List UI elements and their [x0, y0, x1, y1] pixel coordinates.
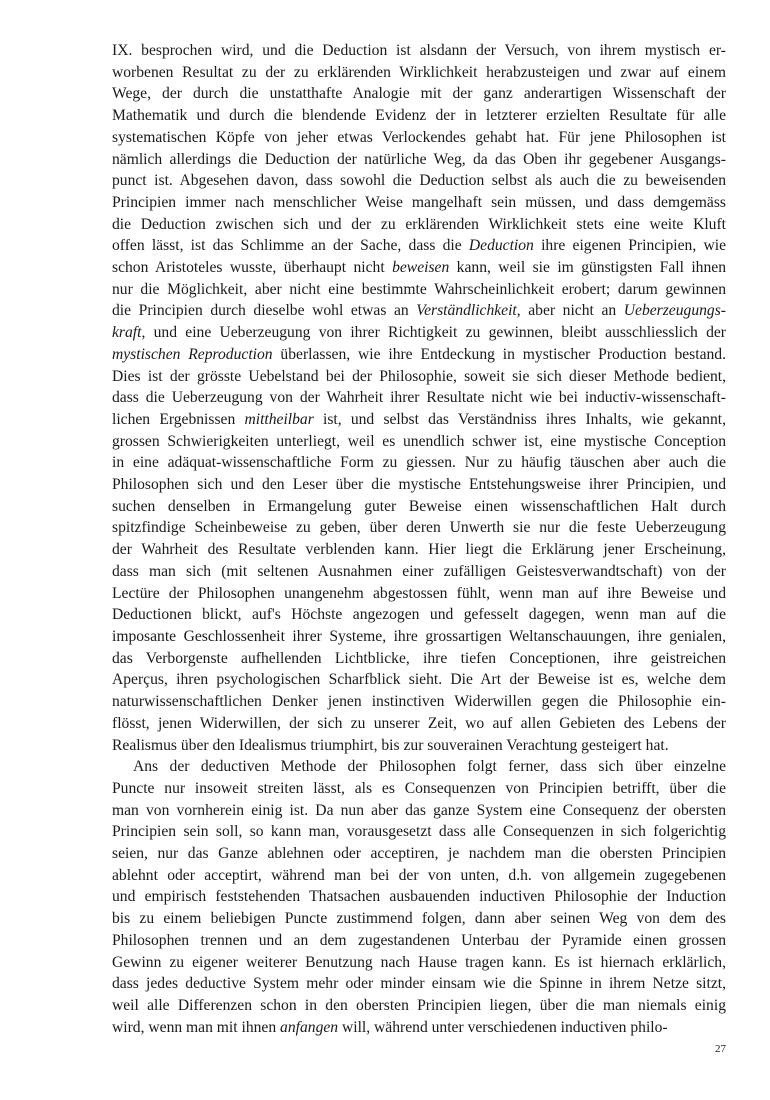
paragraph [112, 40, 726, 756]
text-line: bis zu einem beliebigen Puncte zustimmend folgen, dann aber seinen Weg von dem des [112, 910, 726, 928]
page-number: 27 [715, 1043, 726, 1055]
text-line: schon Aristoteles wusste, überhaupt nicht beweisen kann, weil sie im günstigsten Fall ihnen [112, 259, 726, 277]
text-line: Ans der deductiven Methode der Philosophen folgt ferner, dass sich über einzelne [133, 758, 726, 776]
text-column [112, 40, 726, 1038]
text-line: Principien immer nach menschlicher Weise mangelhaft sein müssen, und dass demgemäss [112, 193, 726, 211]
text-line: man von vornherein einig ist. Da nun aber das ganze System eine Consequenz der obersten [112, 801, 726, 819]
text-line: Deductionen blickt, auf's Höchste angezogen und gefesselt dagegen, wenn man auf die [112, 606, 726, 624]
text-line: suchen denselben in Ermangelung guter Beweise einen wissenschaftlichen Halt durch [112, 497, 726, 515]
text-line: das Verborgenste aufhellenden Lichtblicke, ihre tiefen Conceptionen, ihre geistreichen [112, 649, 726, 667]
text-line: Wege, der durch die unstatthafte Analogie mit der ganz anderartigen Wissenschaft der [112, 85, 726, 103]
paragraph [112, 756, 726, 1038]
text-line: naturwissenschaftlichen Denker jenen instinctiven Widerwillen gegen die Philosophie ein- [112, 693, 726, 711]
page-body [112, 40, 726, 1038]
text-line: und empirisch feststehenden Thatsachen ausbauenden inductiven Philosophie der Induction [112, 888, 726, 906]
text-line: nur die Möglichkeit, aber nicht eine bestimmte Wahrscheinlichkeit erobert; darum gewinnen [112, 280, 726, 298]
text-line: in eine adäquat-wissenschaftliche Form zu giessen. Nur zu häufig täuschen aber auch die [112, 454, 726, 472]
text-line: Philosophen trennen und an dem zugestandenen Unterbau der Pyramide einen grossen [112, 931, 726, 949]
text-line: spitzfindige Scheinbeweise zu geben, über deren Unwerth sie nur die feste Ueberzeugung [112, 519, 726, 537]
text-line: lichen Ergebnissen mittheilbar ist, und selbst das Verständniss ihres Inhalts, wie gekannt, [112, 410, 726, 428]
text-line: Principien sein soll, so kann man, vorausgesetzt dass alle Consequenzen in sich folgerichtig [112, 823, 726, 841]
text-line: flösst, jenen Widerwillen, der sich zu unserer Zeit, wo auf allen Gebieten des Lebens der [112, 714, 726, 732]
text-line: punct ist. Abgesehen davon, dass sowohl die Deduction selbst als auch die zu beweisenden [112, 172, 726, 190]
text-line: worbenen Resultat zu der zu erklärenden Wirklichkeit herabzusteigen und zwar auf einem [112, 63, 726, 81]
text-line: Gewinn zu eigener weiterer Benutzung nach Hause tragen kann. Es ist hiernach erklärlich, [112, 953, 726, 971]
text-line: dass jedes deductive System mehr oder minder einsam wie die Spinne in ihrem Netze sitzt, [112, 975, 726, 993]
text-line: wird, wenn man mit ihnen anfangen will, während unter verschiedenen inductiven philo- [112, 1018, 668, 1036]
text-line: ablehnt oder acceptirt, während man bei der von unten, d.h. von allgemein zugegebenen [112, 866, 726, 884]
text-line: Dies ist der grösste Uebelstand bei der Philosophie, soweit sie sich dieser Methode bedient, [112, 367, 726, 385]
text-line: kraft, und eine Ueberzeugung von ihrer Richtigkeit zu gewinnen, bleibt ausschliesslich der [112, 324, 726, 342]
text-line: der Wahrheit des Resultate verblenden kann. Hier liegt die Erklärung jener Erscheinung, [112, 541, 726, 559]
text-line: IX. besprochen wird, und die Deduction ist alsdann der Versuch, von ihrem mystisch er- [112, 42, 726, 59]
text-line: Realismus über den Idealismus triumphirt, bis zur souverainen Verachtung gesteigert hat. [112, 736, 669, 754]
text-line: systematischen Köpfe von jeher etwas Verlockendes gehabt hat. Für jene Philosophen ist [112, 128, 726, 146]
text-line: grossen Schwierigkeiten unterliegt, weil es unendlich schwer ist, eine mystische Conception [112, 432, 726, 450]
text-line: imposante Geschlossenheit ihrer Systeme, ihre grossartigen Weltanschauungen, ihre genialen, [112, 627, 726, 645]
text-line: Aperçus, ihren psychologischen Scharfblick sieht. Die Art der Beweise ist es, welche dem [112, 671, 726, 689]
text-line: offen lässt, ist das Schlimme an der Sache, dass die Deduction ihre eigenen Principien, wie [112, 237, 726, 255]
text-line: Puncte nur insoweit streiten lässt, als es Consequenzen von Principien betrifft, über die [112, 779, 726, 797]
text-line: mystischen Reproduction überlassen, wie ihre Entdeckung in mystischer Production bestand. [112, 345, 726, 363]
text-line: die Principien durch dieselbe wohl etwas an Verständlichkeit, aber nicht an Ueberzeugungs- [112, 302, 726, 320]
text-line: Mathematik und durch die blendende Evidenz der in letzterer erzielten Resultate für alle [112, 107, 726, 125]
text-line: Philosophen sich und den Leser über die mystische Entstehungsweise ihrer Principien, und [112, 476, 726, 494]
text-line: seien, nur das Ganze ablehnen oder acceptiren, je nachdem man die obersten Principien [112, 845, 726, 863]
text-line: die Deduction zwischen sich und der zu erklärenden Wirklichkeit stets eine weite Kluft [112, 215, 726, 233]
text-line: Lectüre der Philosophen unangenehm abgestossen fühlt, wenn man auf ihre Beweise und [112, 584, 726, 602]
text-line: dass die Ueberzeugung von der Wahrheit ihrer Resultate nicht wie bei inductiv-wissenschaft- [112, 389, 726, 407]
text-line: weil alle Differenzen schon in den obersten Principien liegen, über die man niemals einig [112, 996, 726, 1014]
text-line: nämlich allerdings die Deduction der natürliche Weg, da das Oben ihr gegebener Ausgangs- [112, 150, 726, 168]
text-line: dass man sich (mit seltenen Ausnahmen einer zufälligen Geistesverwandtschaft) von der [112, 562, 726, 580]
